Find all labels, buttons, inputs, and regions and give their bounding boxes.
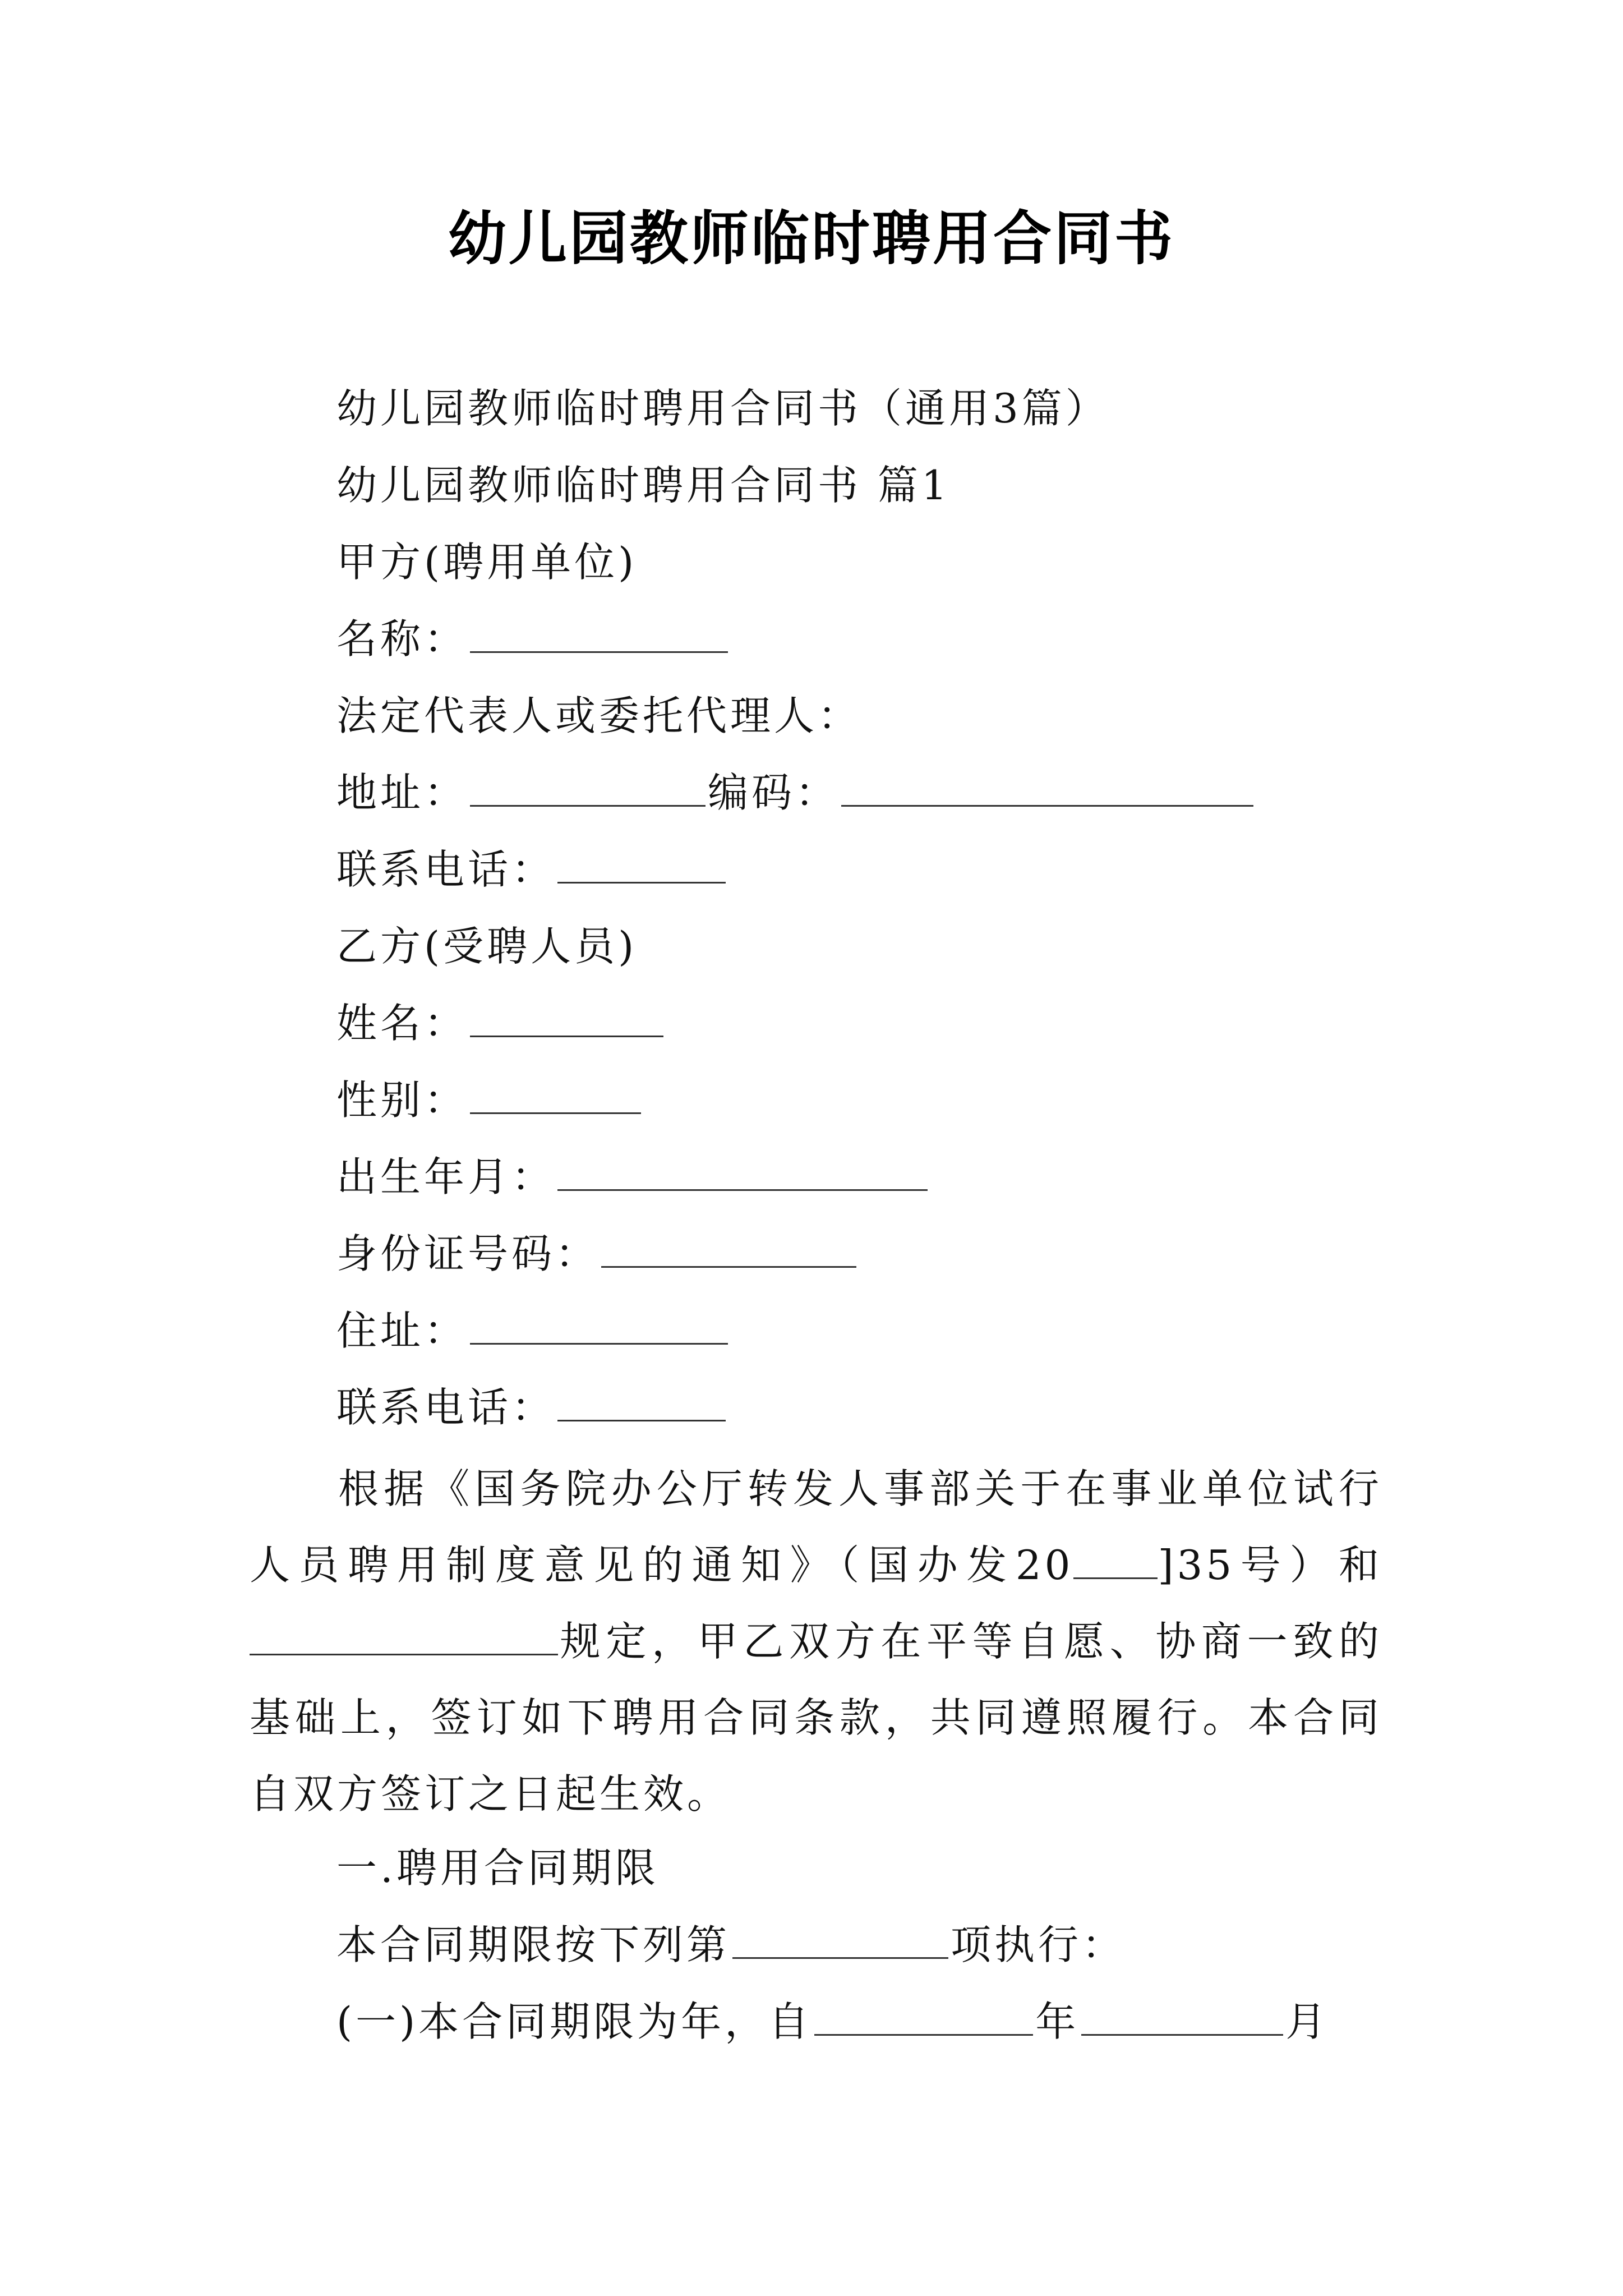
document-title: 幼儿园教师临时聘用合同书 (448, 204, 1175, 273)
id-number-blank (601, 1229, 856, 1268)
residence-label: 住址： (336, 1307, 468, 1354)
phone-a-blank (557, 845, 726, 884)
phone-b-row (336, 1381, 728, 1434)
code-label: 编码： (708, 769, 840, 816)
code-blank (841, 768, 1253, 807)
subtitle-text: 幼儿园教师临时聘用合同书（通用3篇） (336, 385, 1109, 432)
phone-b-label: 联系电话： (336, 1384, 556, 1431)
b-name-row (336, 996, 666, 1050)
legal-basis-paragraph (250, 1451, 1382, 1832)
party-a-text: 甲方(聘用单位) (336, 539, 638, 586)
month-label: 月 (1285, 1998, 1330, 2045)
representative-label: 法定代表人或委托代理人： (336, 692, 862, 739)
paragraph-part-2: ]35号）和 (1158, 1542, 1382, 1589)
name-blank (470, 614, 728, 653)
residence-blank (470, 1306, 728, 1345)
term-suffix: 项执行： (951, 1921, 1126, 1968)
year-blank (1073, 1540, 1158, 1579)
year-label: 年 (1035, 1998, 1080, 2045)
b-name-blank (470, 999, 663, 1037)
start-year-blank (814, 1997, 1033, 2036)
name-field-row (336, 612, 730, 666)
representative-row (336, 689, 861, 743)
id-number-label: 身份证号码： (336, 1230, 600, 1277)
birth-label: 出生年月： (336, 1153, 556, 1200)
party-b-text: 乙方(受聘人员) (336, 923, 638, 970)
subtitle (336, 381, 1109, 435)
name-label: 名称： (336, 615, 468, 662)
paragraph-part-3: 规定，甲乙双方在平等自愿、协商一致的基础上，签订如下聘用合同条款，共同遵照履行。本合同自双方签订之日起生效。 (250, 1618, 1382, 1818)
term-prefix: 本合同期限按下列第 (336, 1921, 731, 1968)
residence-row (336, 1304, 730, 1358)
gender-row (336, 1073, 643, 1127)
term-1-row (336, 1995, 1329, 2049)
section-heading-text: 幼儿园教师临时聘用合同书 篇1 (336, 462, 951, 509)
term-choice-row (336, 1918, 1126, 1972)
b-name-label: 姓名： (336, 1000, 468, 1047)
section-heading (336, 458, 951, 512)
paragraph-part-1: 根据《国务院办公厅转发人事部关于在事业单位试行人员聘用制度意见的通知》（国办发20 (250, 1465, 1382, 1589)
birth-blank (557, 1152, 928, 1191)
phone-a-row (336, 843, 728, 896)
clause-heading-1 (336, 1841, 659, 1895)
birth-row (336, 1150, 930, 1204)
address-label: 地址： (336, 769, 468, 816)
address-code-row (336, 766, 1256, 820)
party-a-heading (336, 535, 637, 589)
gender-blank (470, 1075, 641, 1114)
party-b-heading (336, 919, 637, 973)
id-number-row (336, 1227, 859, 1281)
term-1-prefix: (一)本合同期限为年，自 (336, 1998, 813, 2045)
phone-b-blank (557, 1383, 726, 1421)
phone-a-label: 联系电话： (336, 846, 556, 893)
regulation-blank (250, 1617, 558, 1655)
clause-heading-1-text: 一.聘用合同期限 (336, 1844, 659, 1892)
gender-label: 性别： (336, 1076, 468, 1124)
term-choice-blank (732, 1920, 948, 1959)
address-blank (470, 768, 706, 807)
start-month-blank (1081, 1997, 1283, 2036)
